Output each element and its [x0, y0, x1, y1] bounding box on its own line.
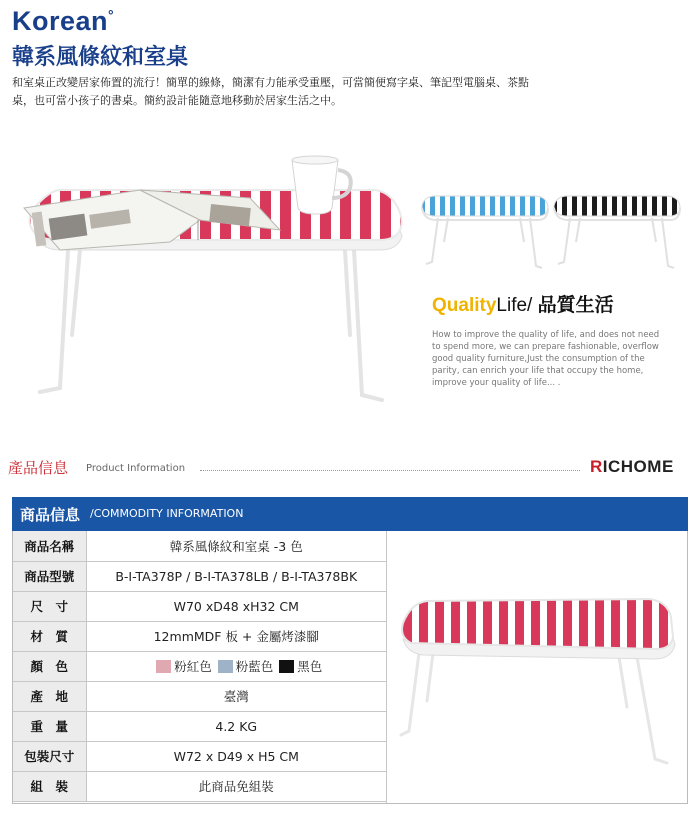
spec-label: 重 量: [13, 711, 86, 741]
spec-value: 韓系風條紋和室桌 -3 色: [86, 531, 386, 561]
section-title: 產品信息: [8, 459, 69, 477]
spec-label: 商品名稱: [13, 531, 86, 561]
spec-label: 包裝尺寸: [13, 741, 86, 771]
spec-label: 組 裝: [13, 771, 86, 801]
spec-value: W72 x D49 x H5 CM: [86, 741, 386, 771]
spec-row: [13, 561, 386, 591]
spec-label: 顏 色: [13, 651, 86, 681]
info-header-subtitle: /COMMODITY INFORMATION: [90, 507, 244, 520]
spec-value: B-I-TA378P / B-I-TA378LB / B-I-TA378BK: [86, 561, 386, 591]
spec-label: 材 質: [13, 621, 86, 651]
spec-row: [13, 531, 386, 561]
section-subtitle: Product Information: [86, 463, 186, 474]
black-table-image: [552, 190, 682, 270]
richome-logo: RICHOME: [590, 457, 674, 476]
spec-value: 12mmMDF 板 + 金屬烤漆腳: [86, 621, 386, 651]
color-name: 粉紅色: [174, 659, 212, 674]
info-header-bar: [12, 497, 688, 531]
spec-row: [13, 771, 386, 801]
spec-row: [13, 621, 386, 651]
spec-value: W70 xD48 xH32 CM: [86, 591, 386, 621]
spec-label: 產 地: [13, 681, 86, 711]
spec-row: [13, 591, 386, 621]
main-table-image: [20, 150, 405, 412]
spec-row: [13, 741, 386, 771]
spec-label: 商品型號: [13, 561, 86, 591]
blue-table-image: [420, 190, 550, 270]
spec-label: 尺 寸: [13, 591, 86, 621]
page-title: 韓系風條紋和室桌: [12, 45, 189, 70]
quality-life-heading: QualityLife/ 品質生活: [432, 295, 614, 316]
spec-value: 4.2 KG: [86, 711, 386, 741]
product-image-panel: [386, 531, 687, 803]
spec-row: [13, 681, 386, 711]
spec-table: [13, 531, 386, 802]
intro-text: 和室桌正改變居家佈置的流行！簡單的線條，簡潔有力能承受重壓，可當簡便寫字桌、筆記型電腦桌、茶點桌，也可當小孩子的書桌。簡約設計能隨意地移動於居家生活之中。: [12, 76, 529, 107]
color-swatch: [218, 660, 233, 673]
spec-value: [86, 651, 386, 681]
brand-title: Korean°: [12, 6, 115, 36]
color-name: 粉藍色: [235, 659, 274, 674]
spec-value: 臺灣: [86, 681, 386, 711]
quality-description: How to improve the quality of life, and does not need to spend more, we can prepare fashionable, overflow good quality furniture,Just the consumption of the parity, can enrich your life that occupy the home, improve your quality of life... .: [432, 330, 660, 388]
spec-row: [13, 711, 386, 741]
color-swatch: [156, 660, 171, 673]
info-header-title: 商品信息: [20, 506, 81, 524]
product-table-image: [387, 531, 687, 803]
spec-row: [13, 651, 386, 681]
spec-value: 此商品免組裝: [86, 771, 386, 801]
color-swatch: [279, 660, 294, 673]
color-name: 黑色: [297, 659, 323, 674]
section-divider: [200, 470, 580, 471]
